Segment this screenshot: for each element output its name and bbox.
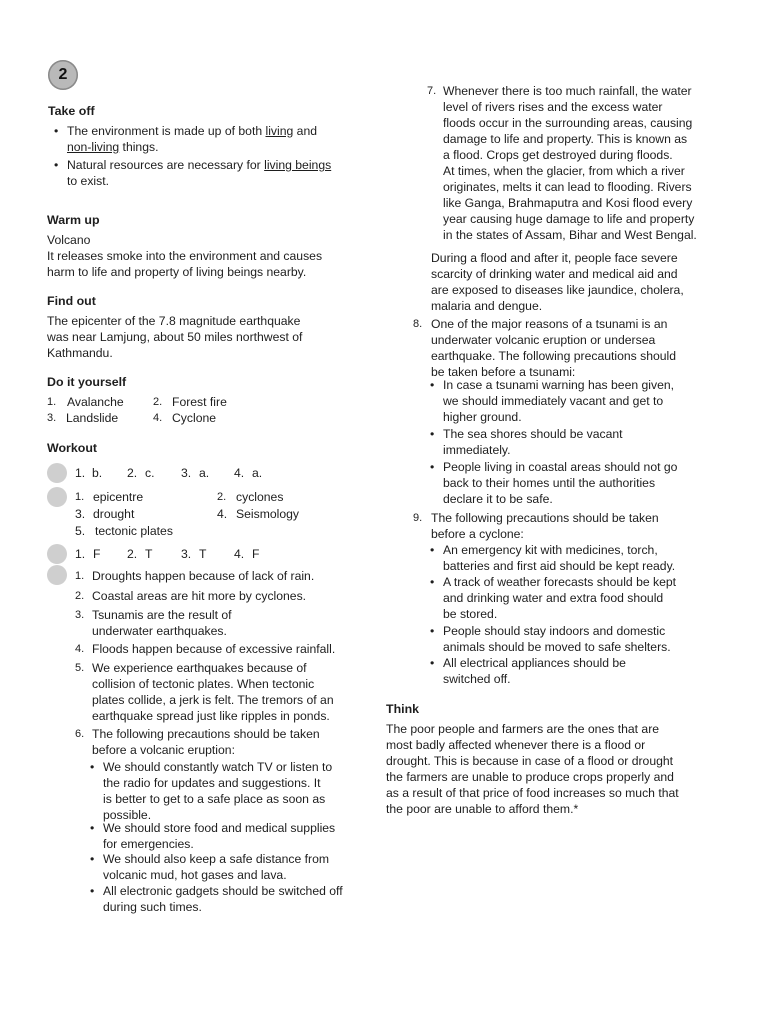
ex4-item-num: 6. bbox=[75, 728, 85, 740]
warmup-heading: Warm up bbox=[47, 213, 100, 227]
ex3-answer: F bbox=[252, 547, 260, 561]
exercise-marker-4 bbox=[47, 565, 67, 585]
ex4-item-num: 2. bbox=[75, 590, 85, 602]
ex2-num: 4. bbox=[217, 507, 228, 521]
doit-num: 3. bbox=[47, 412, 57, 424]
ex1-answer: b. bbox=[92, 466, 103, 480]
exercise-marker-3 bbox=[47, 544, 67, 564]
warmup-line-2: harm to life and property of living beings nearby. bbox=[47, 265, 307, 279]
ex1-answer: a. bbox=[199, 466, 210, 480]
ex4-item-3: Tsunamis are the result of underwater earthquakes. bbox=[92, 608, 232, 638]
chapter-badge: 2 bbox=[48, 60, 78, 90]
ex2-num: 2. bbox=[217, 491, 227, 503]
findout-line-3: Kathmandu. bbox=[47, 346, 113, 360]
ex3-answer: F bbox=[93, 547, 101, 561]
ex4-item-2: Coastal areas are hit more by cyclones. bbox=[92, 589, 307, 603]
ex3-num: 3. bbox=[181, 547, 192, 561]
doit-heading: Do it yourself bbox=[47, 375, 127, 389]
doit-item: Avalanche bbox=[67, 395, 124, 409]
ex2-answer: cyclones bbox=[236, 490, 284, 504]
workout-heading: Workout bbox=[47, 441, 98, 455]
ex2-num: 5. bbox=[75, 524, 86, 538]
ex1-num: 2. bbox=[127, 466, 138, 480]
ex4-item-num: 3. bbox=[75, 609, 85, 621]
doit-num: 4. bbox=[153, 412, 163, 424]
findout-line-2: was near Lamjung, about 50 miles northwest of bbox=[47, 330, 303, 344]
ex1-answer: c. bbox=[145, 466, 155, 480]
ex4-item-num: 4. bbox=[75, 643, 85, 655]
ex4-item-1: Droughts happen because of lack of rain. bbox=[92, 569, 315, 583]
ex3-answer: T bbox=[145, 547, 153, 561]
ex3-num: 2. bbox=[127, 547, 138, 561]
warmup-line-1: It releases smoke into the environment and causes bbox=[47, 249, 323, 263]
ex4-item-4: Floods happen because of excessive rainfall. bbox=[92, 642, 336, 656]
ex4-i6-bullet: • We should store food and medical supplies for emergencies. bbox=[103, 820, 335, 852]
ex2-answer: tectonic plates bbox=[95, 524, 173, 538]
takeoff-heading: Take off bbox=[48, 104, 95, 118]
exercise-marker-2 bbox=[47, 487, 67, 507]
think-paragraph: The poor people and farmers are the ones that are most badly affected whenever there is a flood or drought. This is because in case of a flood or drought the farmers are unable to produce crops properly and as a result of that price of food increases so much that the poor are unable to afford them.* bbox=[386, 722, 679, 816]
ex3-num: 4. bbox=[234, 547, 245, 561]
doit-item: Forest fire bbox=[172, 395, 227, 409]
takeoff-bullet-1: • The environment is made up of both living and non-living things. bbox=[67, 123, 317, 155]
exercise-marker-1 bbox=[47, 463, 67, 483]
ex4-item-7: Whenever there is too much rainfall, the water level of rivers rises and the excess water floods occur in the surrounding areas, causing damage to life and property. This is known as a flood. Crops get destroyed during floods. At times, when the glacier, from which a river originates, melts it can lead to flooding. Rivers like Ganga, Brahmaputra and Kosi flood every year causing huge damage to life and property in the states of Assam, Bihar and West Bengal. bbox=[443, 84, 697, 242]
warmup-answer: Volcano bbox=[47, 233, 91, 247]
takeoff-bullet-2: • Natural resources are necessary for living beings to exist. bbox=[67, 157, 331, 189]
doit-num: 2. bbox=[153, 396, 163, 408]
ex3-answer: T bbox=[199, 547, 207, 561]
ex4-item-num: 5. bbox=[75, 662, 85, 674]
ex4-item-num: 7. bbox=[427, 85, 437, 97]
ex1-answer: a. bbox=[252, 466, 263, 480]
ex4-item-8: One of the major reasons of a tsunami is an underwater volcanic eruption or undersea earthquake. The following precautions should be taken before a tsunami: bbox=[431, 317, 677, 379]
doit-num: 1. bbox=[47, 396, 57, 408]
ex4-i9-bullet: • A track of weather forecasts should be kept and drinking water and extra food should be stored. bbox=[443, 574, 676, 622]
ex1-num: 3. bbox=[181, 466, 192, 480]
ex4-i6-bullet: • We should constantly watch TV or listen to the radio for updates and suggestions. It is better to get to a safe place as soon as possible. bbox=[103, 759, 332, 823]
ex4-item-7-paragraph: During a flood and after it, people face severe scarcity of drinking water and medical aid and are exposed to diseases like jaundice, cholera, malaria and dengue. bbox=[431, 251, 684, 313]
findout-heading: Find out bbox=[47, 294, 96, 308]
ex4-item-num: 9. bbox=[413, 512, 423, 524]
ex4-i8-bullet: • The sea shores should be vacant immediately. bbox=[443, 426, 623, 458]
ex4-item-6: The following precautions should be taken before a volcanic eruption: bbox=[92, 727, 320, 757]
ex2-answer: Seismology bbox=[236, 507, 299, 521]
ex4-item-num: 1. bbox=[75, 570, 85, 582]
ex4-i9-bullet: • People should stay indoors and domestic animals should be moved to safe shelters. bbox=[443, 623, 671, 655]
ex2-num: 1. bbox=[75, 491, 85, 503]
findout-line-1: The epicenter of the 7.8 magnitude earthquake bbox=[47, 314, 301, 328]
ex1-num: 4. bbox=[234, 466, 245, 480]
ex4-i9-bullet: • All electrical appliances should be switched off. bbox=[443, 655, 626, 687]
doit-item: Cyclone bbox=[172, 411, 217, 425]
ex3-num: 1. bbox=[75, 547, 86, 561]
ex4-i6-bullet: • We should also keep a safe distance from volcanic mud, hot gases and lava. bbox=[103, 851, 329, 883]
ex4-item-num: 8. bbox=[413, 318, 423, 330]
ex4-i6-bullet: • All electronic gadgets should be switched off during such times. bbox=[103, 883, 343, 915]
ex1-num: 1. bbox=[75, 466, 86, 480]
ex4-i9-bullet: • An emergency kit with medicines, torch, batteries and first aid should be kept ready. bbox=[443, 542, 675, 574]
ex2-answer: epicentre bbox=[93, 490, 144, 504]
ex2-num: 3. bbox=[75, 507, 86, 521]
ex4-i8-bullet: • People living in coastal areas should not go back to their homes until the authorities declare it to be safe. bbox=[443, 459, 677, 507]
ex4-item-9: The following precautions should be taken before a cyclone: bbox=[431, 511, 659, 541]
doit-item: Landslide bbox=[66, 411, 119, 425]
ex4-i8-bullet: • In case a tsunami warning has been given, we should immediately vacant and get to higher ground. bbox=[443, 377, 674, 425]
think-heading: Think bbox=[386, 702, 420, 716]
ex4-item-5: We experience earthquakes because of collision of tectonic plates. When tectonic plates collide, a jerk is felt. The tremors of an earthquake spread just like ripples in ponds. bbox=[92, 661, 334, 723]
ex2-answer: drought bbox=[93, 507, 135, 521]
